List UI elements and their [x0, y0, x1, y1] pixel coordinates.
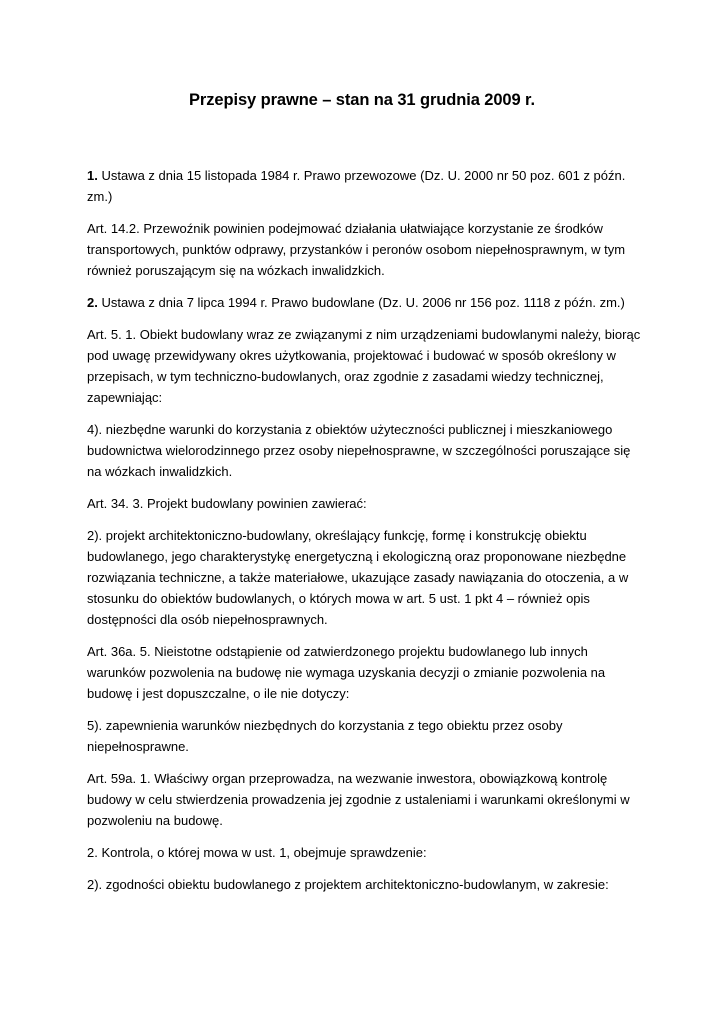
paragraph — [87, 218, 643, 281]
paragraph — [87, 874, 643, 895]
paragraph — [87, 324, 643, 408]
page-title: Przepisy prawne – stan na 31 grudnia 2009 r. — [189, 91, 535, 109]
paragraph-text: Art. 5. 1. Obiekt budowlany wraz ze związanymi z nim urządzeniami budowlanymi należy, biorąc pod uwagę przewidywany okres użytkowania, projektować i budować w sposób określony w przepisach, w tym techniczno-budowlanych, oraz zgodnie z zasadami wiedzy technicznej, zapewniając: — [87, 327, 641, 405]
paragraph — [87, 292, 643, 313]
act-number: 2. — [87, 295, 98, 310]
paragraph — [87, 641, 643, 704]
paragraph-text: 4). niezbędne warunki do korzystania z obiektów użyteczności publicznej i mieszkaniowego budownictwa wielorodzinnego przez osoby niepełnosprawne, w szczególności poruszające się na wózkach inwalidzkich. — [87, 422, 631, 479]
paragraph — [87, 419, 643, 482]
paragraph — [87, 165, 643, 207]
document-body — [87, 165, 643, 906]
paragraph-text: Art. 59a. 1. Właściwy organ przeprowadza, na wezwanie inwestora, obowiązkową kontrolę budowy w celu stwierdzenia prowadzenia jej zgodnie z ustaleniami i warunkami określonymi w pozwoleniu na budowę. — [87, 771, 630, 828]
paragraph-text: 5). zapewnienia warunków niezbędnych do korzystania z tego obiektu przez osoby niepełnosprawne. — [87, 718, 563, 754]
paragraph-text: Art. 36a. 5. Nieistotne odstąpienie od zatwierdzonego projektu budowlanego lub innych warunków pozwolenia na budowę nie wymaga uzyskania decyzji o zmianie pozwolenia na budowę i jest dopuszczalne, o ile nie dotyczy: — [87, 644, 606, 701]
act-number: 1. — [87, 168, 98, 183]
paragraph — [87, 715, 643, 757]
paragraph — [87, 842, 643, 863]
paragraph-text: Ustawa z dnia 7 lipca 1994 r. Prawo budowlane (Dz. U. 2006 nr 156 poz. 1118 z późn. zm.) — [97, 295, 625, 310]
paragraph-text: 2). projekt architektoniczno-budowlany, określający funkcję, formę i konstrukcję obiektu budowlanego, jego charakterystykę energetyczną i ekologiczną oraz proponowane niezbędne rozwiązania techniczne, a także materiałowe, ukazujące zasady nawiązania do otoczenia, a w stosunku do obiektów budowlanych, o których mowa w art. 5 ust. 1 pkt 4 – również opis dostępności dla osób niepełnosprawnych. — [87, 528, 629, 627]
paragraph-text: 2. Kontrola, o której mowa w ust. 1, obejmuje sprawdzenie: — [87, 845, 427, 860]
paragraph — [87, 493, 643, 514]
paragraph — [87, 768, 643, 831]
paragraph-text: 2). zgodności obiektu budowlanego z projektem architektoniczno-budowlanym, w zakresie: — [87, 877, 609, 892]
paragraph-text: Art. 34. 3. Projekt budowlany powinien zawierać: — [87, 496, 367, 511]
paragraph-text: Art. 14.2. Przewoźnik powinien podejmować działania ułatwiające korzystanie ze środków transportowych, punktów odprawy, przystanków i peronów osobom niepełnosprawnym, w tym również poruszającym się na wózkach inwalidzkich. — [87, 221, 626, 278]
paragraph — [87, 525, 643, 630]
paragraph-text: Ustawa z dnia 15 listopada 1984 r. Prawo przewozowe (Dz. U. 2000 nr 50 poz. 601 z późn. zm.) — [87, 168, 626, 204]
